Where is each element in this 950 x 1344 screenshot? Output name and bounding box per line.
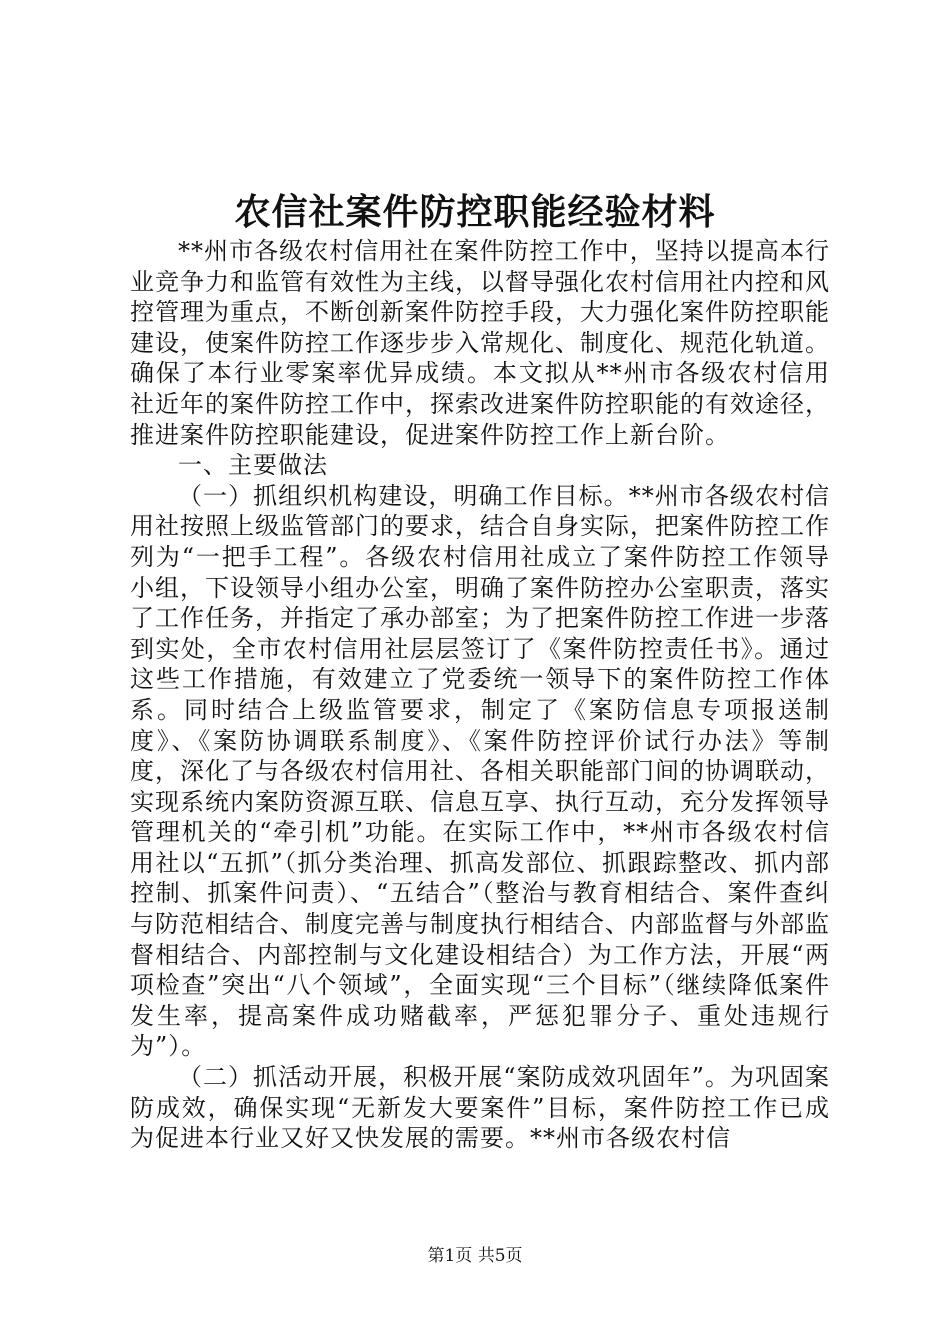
document-body bbox=[130, 236, 830, 1154]
intro-paragraph: **州市各级农村信用社在案件防控工作中，坚持以提高本行业竞争力和监管有效性为主线，以督导强化农村信用社内控和风控管理为重点，不断创新案件防控手段，大力强化案件防控职能建设，使案件防控工作逐步步入常规化、制度化、规范化轨道。确保了本行业零案率优异成绩。本文拟从**州市各级农村信用社近年的案件防控工作中，探索改进案件防控职能的有效途径，推进案件防控职能建设，促进案件防控工作上新台阶。 bbox=[130, 237, 830, 449]
page-footer: 第1页 共5页 bbox=[427, 1246, 523, 1266]
document-title: 农信社案件防控职能经验材料 bbox=[234, 192, 716, 233]
body-paragraph-1: （一）抓组织机构建设，明确工作目标。**州市各级农村信用社按照上级监管部门的要求，结合自身实际，把案件防控工作列为“一把手工程”。各级农村信用社成立了案件防控工作领导小组，下设领导小组办公室，明确了案件防控办公室职责，落实了工作任务，并指定了承办部室；为了把案件防控工作进一步落到实处，全市农村信用社层层签订了《案件防控责任书》。通过这些工作措施，有效建立了党委统一领导下的案件防控工作体系。同时结合上级监管要求，制定了《案防信息专项报送制度》、《案防协调联系制度》、《案件防控评价试行办法》等制度，深化了与各级农村信用社、各相关职能部门间的协调联动，实现系统内案防资源互联、信息互享、执行互动，充分发挥领导管理机关的“牵引机”功能。在实际工作中，**州市各级农村信用社以“五抓”（抓分类治理、抓高发部位、抓跟踪整改、抓内部控制、抓案件问责）、“五结合”（整治与教育相结合、案件查纠与防范相结合、制度完善与制度执行相结合、内部监督与外部监督相结合、内部控制与文化建设相结合）为工作方法，开展“两项检查”突出“八个领域”，全面实现“三个目标”（继续降低案件发生率，提高案件成功赌截率，严惩犯罪分子、重处违规行为”）。 bbox=[130, 481, 830, 1061]
body-paragraph-2: （二）抓活动开展，积极开展“案防成效巩固年”。为巩固案防成效，确保实现“无新发大要案件”目标，案件防控工作已成为促进本行业又好又快发展的需要。**州市各级农村信 bbox=[130, 1063, 830, 1153]
section-heading: 一、主要做法 bbox=[178, 451, 328, 480]
